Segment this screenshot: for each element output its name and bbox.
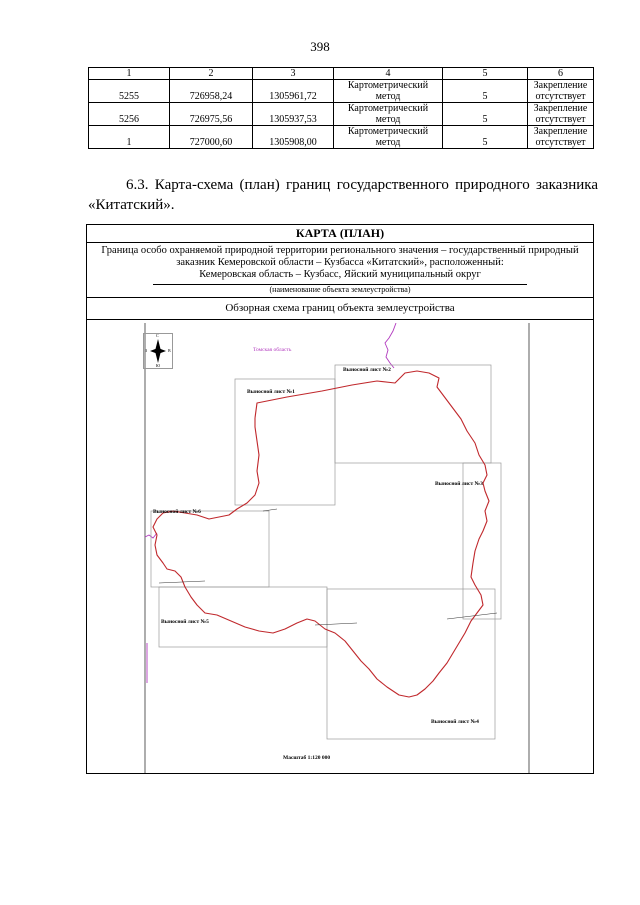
sheet-label-3: Выносной лист №3 xyxy=(435,481,483,487)
column-header: 1 xyxy=(89,68,170,80)
section-heading: 6.3. Карта-схема (план) границ государственного природного заказника «Китатский». xyxy=(88,177,598,213)
method-line: метод xyxy=(375,91,401,102)
region-border xyxy=(385,323,396,368)
sheet-frame-4 xyxy=(327,589,495,739)
method-line: метод xyxy=(375,114,401,125)
method-line: Картометрический xyxy=(347,103,429,114)
coordinates-table xyxy=(88,67,594,149)
method-cell xyxy=(334,80,443,103)
method-line: Картометрический xyxy=(347,126,429,137)
header-line: заказник Кемеровской области – Кузбасса «Китатский», расположенный: xyxy=(176,257,504,268)
method-line: метод xyxy=(375,137,401,148)
sheet-label-1: Выносной лист №1 xyxy=(247,389,295,395)
column-header: 6 xyxy=(528,68,594,80)
sheet-label-6: Выносной лист №6 xyxy=(153,509,201,515)
scale-label: Масштаб 1:120 000 xyxy=(283,755,331,761)
accuracy-cell: 5 xyxy=(443,80,528,103)
header-line: Граница особо охраняемой природной территории регионального значения – государственный природный xyxy=(101,245,579,256)
table-row xyxy=(89,103,594,126)
compass-west: З xyxy=(145,348,148,353)
column-header: 5 xyxy=(443,68,528,80)
fixing-cell xyxy=(528,80,594,103)
column-header: 4 xyxy=(334,68,443,80)
y-coordinate-cell: 1305961,72 xyxy=(253,80,334,103)
method-cell xyxy=(334,126,443,149)
column-header: 3 xyxy=(253,68,334,80)
accuracy-cell: 5 xyxy=(443,126,528,149)
y-coordinate-cell: 1305937,53 xyxy=(253,103,334,126)
sheet-label-5: Выносной лист №5 xyxy=(161,619,209,625)
compass-rose xyxy=(143,333,173,369)
fixing-cell xyxy=(528,126,594,149)
header-note: (наименование объекта землеустройства) xyxy=(269,285,411,294)
accuracy-cell: 5 xyxy=(443,103,528,126)
method-cell xyxy=(334,103,443,126)
sheet-cut-lines xyxy=(159,509,497,625)
fixing-line: отсутствует xyxy=(535,114,586,125)
table-header-row xyxy=(89,68,594,80)
reserve-boundary xyxy=(153,371,489,697)
compass-east: В xyxy=(168,348,171,353)
y-coordinate-cell: 1305908,00 xyxy=(253,126,334,149)
map-title: КАРТА (ПЛАН) xyxy=(87,225,593,243)
map-drawing xyxy=(87,323,593,773)
header-line: Кемеровская область – Кузбасс, Яйский муниципальный округ xyxy=(199,269,481,280)
sheet-frame-2 xyxy=(335,365,491,463)
sheet-label-4: Выносной лист №4 xyxy=(431,719,479,725)
map-header xyxy=(87,243,593,298)
overview-title: Обзорная схема границ объекта землеустройства xyxy=(87,298,593,320)
column-header: 2 xyxy=(170,68,253,80)
compass-north: С xyxy=(156,333,159,338)
fixing-line: Закрепление xyxy=(533,126,588,137)
compass-south: Ю xyxy=(156,363,161,368)
method-line: Картометрический xyxy=(347,80,429,91)
sheet-frame-6 xyxy=(151,511,269,587)
region-label: Томская область xyxy=(253,347,292,353)
fixing-line: Закрепление xyxy=(533,103,588,114)
fixing-line: отсутствует xyxy=(535,137,586,148)
x-coordinate-cell: 726975,56 xyxy=(170,103,253,126)
fixing-line: отсутствует xyxy=(535,91,586,102)
sheet-frame-5 xyxy=(159,587,327,647)
sheet-label-2: Выносной лист №2 xyxy=(343,367,391,373)
x-coordinate-cell: 726958,24 xyxy=(170,80,253,103)
page-number: 398 xyxy=(310,39,330,54)
point-number-cell: 5256 xyxy=(89,103,170,126)
fixing-line: Закрепление xyxy=(533,80,588,91)
table-row xyxy=(89,126,594,149)
overview-map xyxy=(87,323,593,773)
point-number-cell: 5255 xyxy=(89,80,170,103)
fixing-cell xyxy=(528,103,594,126)
table-row xyxy=(89,80,594,103)
sheet-frames xyxy=(151,365,501,739)
point-number-cell: 1 xyxy=(89,126,170,149)
x-coordinate-cell: 727000,60 xyxy=(170,126,253,149)
map-frame xyxy=(86,224,594,774)
